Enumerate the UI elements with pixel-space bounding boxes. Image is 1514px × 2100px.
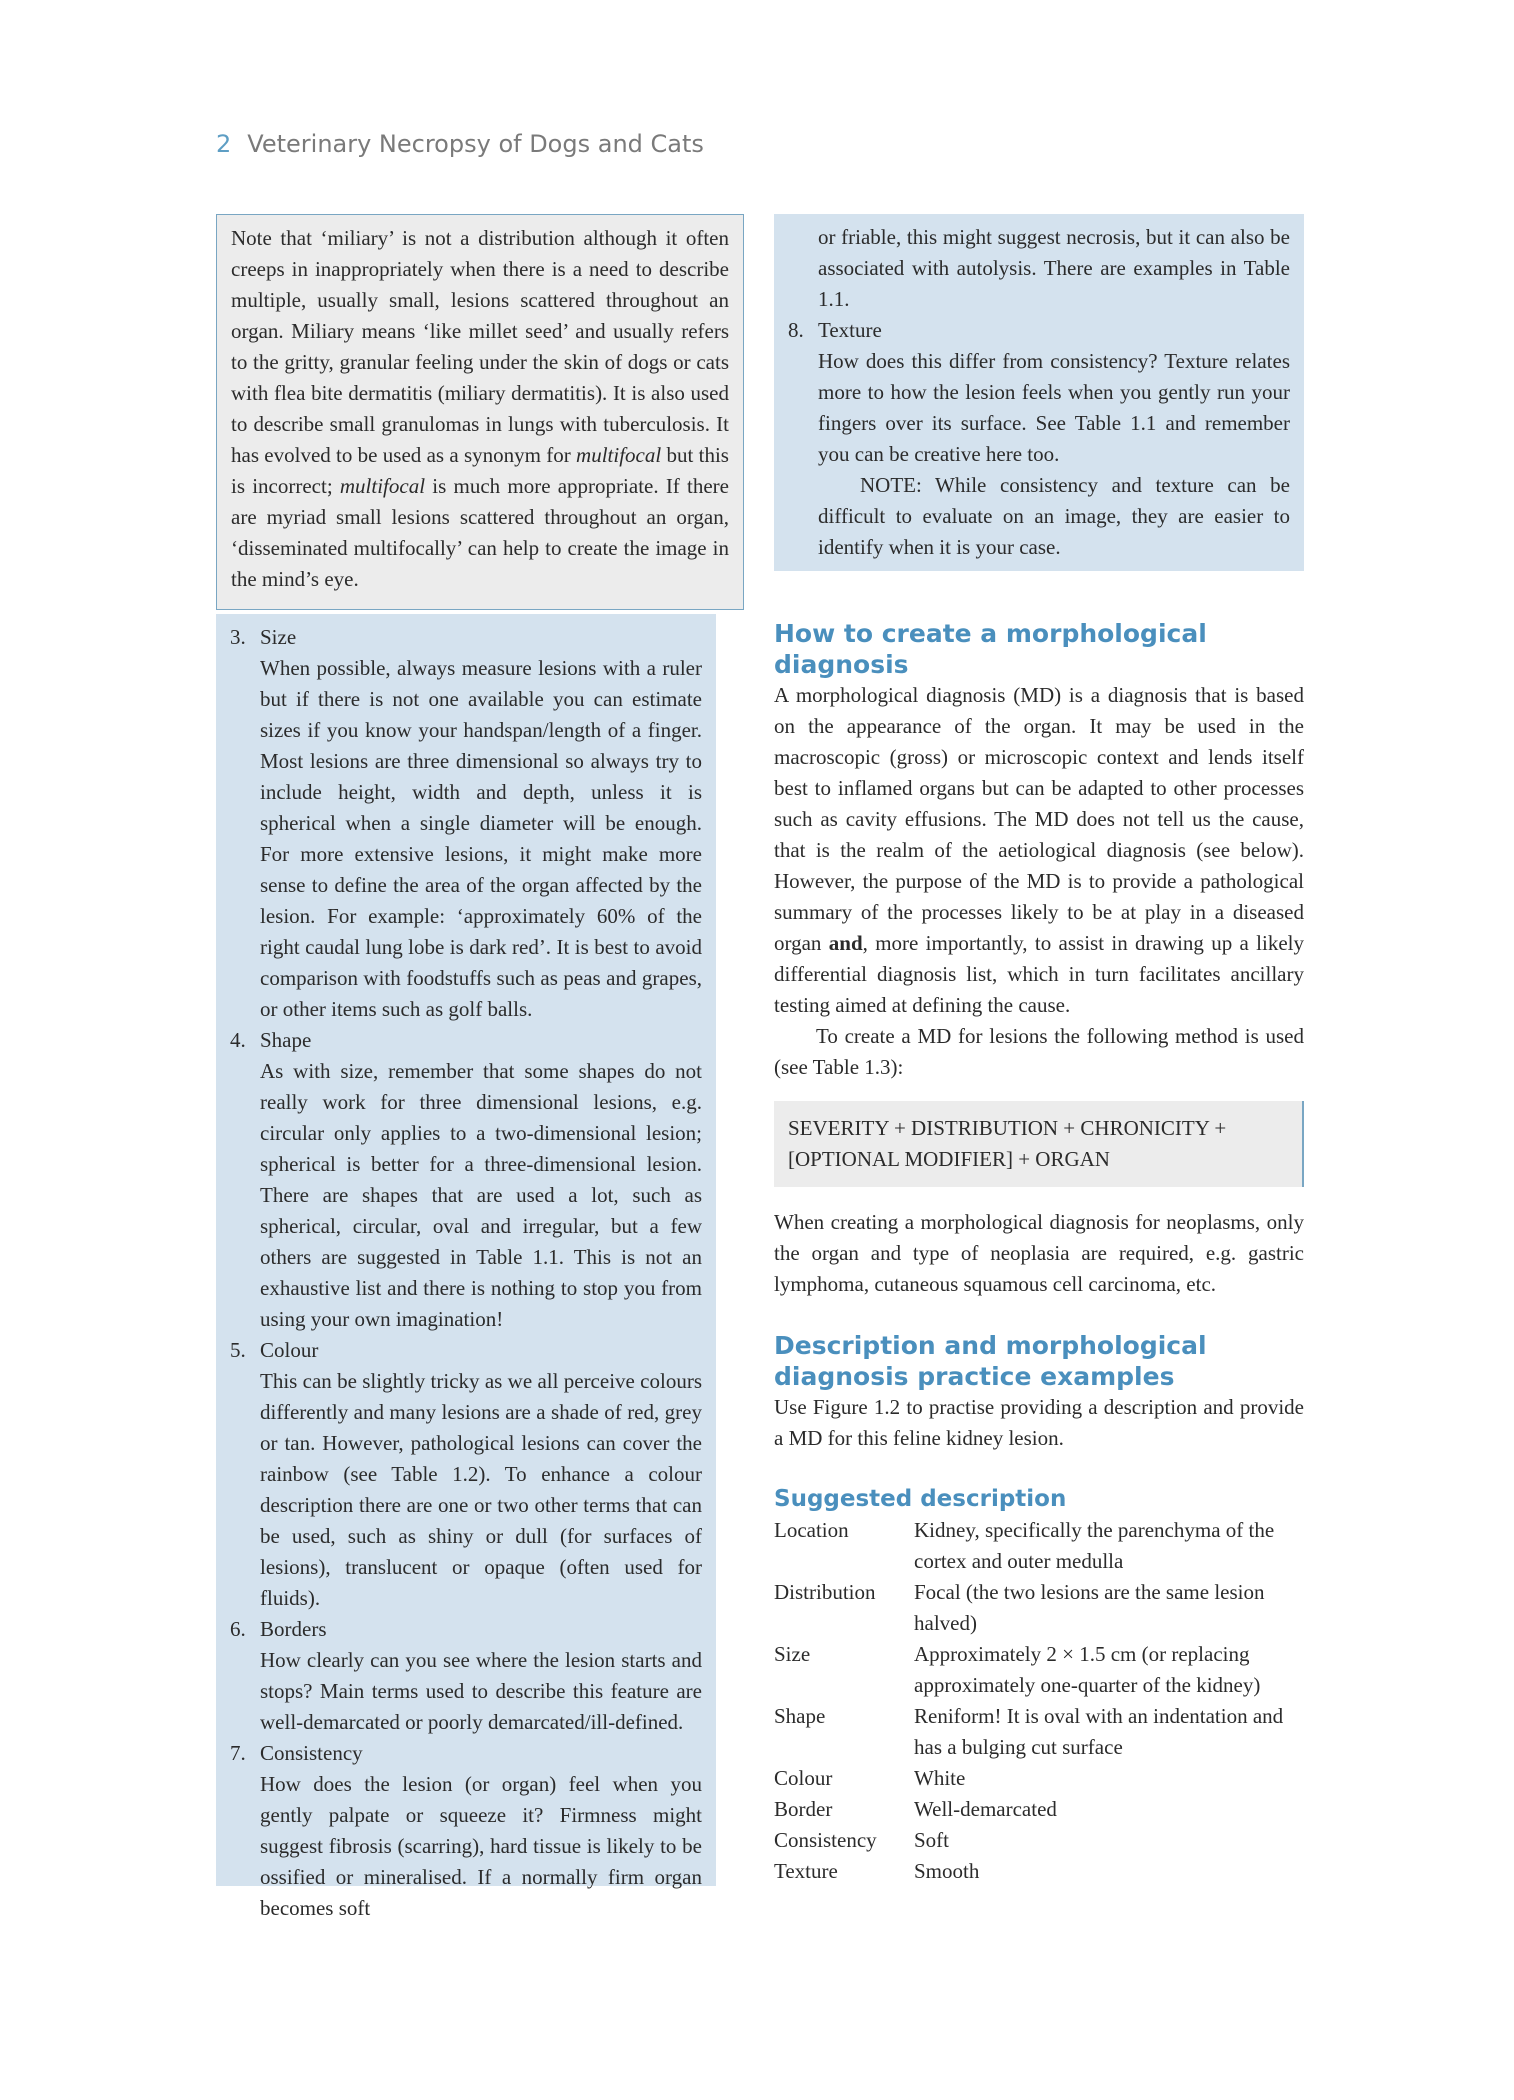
item-number: 3. — [230, 625, 246, 649]
description-row — [774, 1794, 1304, 1825]
item-title: Borders — [260, 1617, 327, 1641]
note-text-part: is much more appropriate. If there are myriad small lesions scattered throughout an organ, ‘disseminated multifocally’ can help to create the image in the mind’s eye. — [231, 474, 729, 591]
text-part: A morphological diagnosis (MD) is a diagnosis that is based on the appearance of the organ. It may be used in the macroscopic (gross) or microscopic context and lends itself best to inflamed organs but can be adapted to other processes such as cavity effusions. The MD does not tell us the cause, that is the realm of the aetiological diagnosis (see below). However, the purpose of the MD is to provide a pathological summary of the processes likely to be at play in a diseased organ — [774, 683, 1304, 955]
right-column — [774, 618, 1304, 1887]
description-row — [774, 1701, 1304, 1763]
list-item-shape — [230, 1025, 702, 1335]
list-item-consistency — [230, 1738, 702, 1924]
item-title: Size — [260, 625, 297, 649]
item-body: How clearly can you see where the lesion starts and stops? Main terms used to describe this feature are well-demarcated or poorly demarcated/ill-defined. — [260, 1648, 702, 1734]
description-value: Reniform! It is oval with an indentation and has a bulging cut surface — [914, 1704, 1284, 1759]
description-row — [774, 1763, 1304, 1794]
md-formula-box: SEVERITY + DISTRIBUTION + CHRONICITY + [OPTIONAL MODIFIER] + ORGAN — [774, 1101, 1304, 1187]
section-heading-practice: Description and morphological diagnosis practice examples — [774, 1331, 1207, 1391]
md-paragraph-2: To create a MD for lesions the following method is used (see Table 1.3): — [774, 1024, 1304, 1079]
item-body: This can be slightly tricky as we all perceive colours differently and many lesions are a shade of red, grey or tan. However, pathological lesions can cover the rainbow (see Table 1.2). To enhance a colour description there are one or two other terms that can be used, such as shiny or dull (for surfaces of lesions), translucent or opaque (often used for fluids). — [260, 1369, 702, 1610]
description-value: Approximately 2 × 1.5 cm (or replacing approximately one-quarter of the kidney) — [914, 1642, 1261, 1697]
description-row — [774, 1856, 1304, 1887]
description-value: Soft — [914, 1828, 950, 1852]
item-number: 7. — [230, 1741, 246, 1765]
item-number: 8. — [788, 318, 804, 342]
md-paragraph-1 — [774, 680, 1304, 1021]
description-row — [774, 1515, 1304, 1577]
description-value: Smooth — [914, 1859, 980, 1883]
item-title: Consistency — [260, 1741, 363, 1765]
item-title: Colour — [260, 1338, 319, 1362]
running-title: Veterinary Necropsy of Dogs and Cats — [247, 130, 704, 158]
list-item-size — [230, 622, 702, 1025]
note-emphasis: multifocal — [576, 443, 662, 467]
list-item-colour — [230, 1335, 702, 1614]
item-number: 5. — [230, 1338, 246, 1362]
text-part: , more importantly, to assist in drawing up a likely differential diagnosis list, which in turn facilitates ancillary testing aimed at defining the cause. — [774, 931, 1304, 1017]
description-key: Location — [774, 1518, 849, 1542]
suggested-description-heading: Suggested description — [774, 1486, 1067, 1512]
item-title: Texture — [818, 318, 882, 342]
item-number: 4. — [230, 1028, 246, 1052]
note-box — [216, 214, 744, 610]
description-value: White — [914, 1766, 966, 1790]
running-head — [216, 130, 704, 158]
note-text-part: but this is incorrect; — [231, 443, 729, 498]
item-body: When possible, always measure lesions with a ruler but if there is not one available you can estimate sizes if you know your handspan/length of a finger. Most lesions are three dimensional so always try to include height, width and depth, unless it is spherical when a single diameter will be enough. For more extensive lesions, it might make more sense to define the area of the organ affected by the lesion. For example: ‘approximately 60% of the right caudal lung lobe is dark red’. It is best to avoid comparison with foodstuffs such as peas and grapes, or other items such as golf balls. — [260, 656, 702, 1021]
description-row — [774, 1825, 1304, 1856]
item-body: How does this differ from consistency? Texture relates more to how the lesion feels when you gently run your fingers over its surface. See Table 1.1 and remember you can be creative here too. — [818, 349, 1290, 466]
item-body: How does the lesion (or organ) feel when you gently palpate or squeeze it? Firmness might suggest fibrosis (scarring), hard tissue is likely to be ossified or mineralised. If a normally firm organ becomes soft — [260, 1772, 702, 1920]
item-note: NOTE: While consistency and texture can be difficult to evaluate on an image, they are easier to identify when it is your case. — [818, 473, 1290, 559]
list-item-texture — [788, 315, 1290, 346]
note-emphasis: multifocal — [339, 474, 426, 498]
description-key: Distribution — [774, 1580, 876, 1604]
description-key: Size — [774, 1642, 811, 1666]
description-value: Kidney, specifically the parenchyma of the cortex and outer medulla — [914, 1518, 1275, 1573]
item-continuation: or friable, this might suggest necrosis, but it can also be associated with autolysis. There are examples in Table 1.1. — [818, 225, 1290, 311]
description-key: Shape — [774, 1704, 826, 1728]
description-key: Texture — [774, 1859, 838, 1883]
item-title: Shape — [260, 1028, 312, 1052]
note-text-part: Note that ‘miliary’ is not a distribution although it often creeps in inappropriately when there is a need to describe multiple, usually small, lesions scattered throughout an organ. Miliary means ‘like millet seed’ and usually refers to the gritty, granular feeling under the skin of dogs or cats with flea bite dermatitis (miliary dermatitis). It is also used to describe small granulomas in lungs with tuberculosis. It has evolved to be used as a synonym for — [231, 226, 729, 467]
bold-text: and — [828, 931, 863, 955]
criteria-list-right — [774, 214, 1304, 571]
item-number: 6. — [230, 1617, 246, 1641]
item-body: As with size, remember that some shapes do not really work for three dimensional lesions, e.g. circular only applies to a two-dimensional lesion; spherical is better for a three-dimensional lesion. There are shapes that are used a lot, such as spherical, circular, oval and irregular, but a few others are suggested in Table 1.1. This is not an exhaustive list and there is nothing to stop you from using your own imagination! — [260, 1059, 702, 1331]
practice-paragraph: Use Figure 1.2 to practise providing a description and provide a MD for this feline kidney lesion. — [774, 1395, 1304, 1450]
suggested-description-table — [774, 1515, 1304, 1887]
description-key: Colour — [774, 1766, 833, 1790]
description-row — [774, 1639, 1304, 1701]
criteria-list-left — [216, 614, 716, 1920]
md-paragraph-3: When creating a morphological diagnosis for neoplasms, only the organ and type of neoplasia are required, e.g. gastric lymphoma, cutaneous squamous cell carcinoma, etc. — [774, 1210, 1304, 1296]
description-row — [774, 1577, 1304, 1639]
description-value: Well-demarcated — [914, 1797, 1057, 1821]
list-item-borders — [230, 1614, 702, 1738]
note-text — [231, 223, 729, 595]
page-number: 2 — [216, 130, 232, 158]
section-heading-md: How to create a morphological diagnosis — [774, 619, 1207, 679]
description-value: Focal (the two lesions are the same lesion halved) — [914, 1580, 1265, 1635]
description-key: Consistency — [774, 1828, 877, 1852]
description-key: Border — [774, 1797, 833, 1821]
